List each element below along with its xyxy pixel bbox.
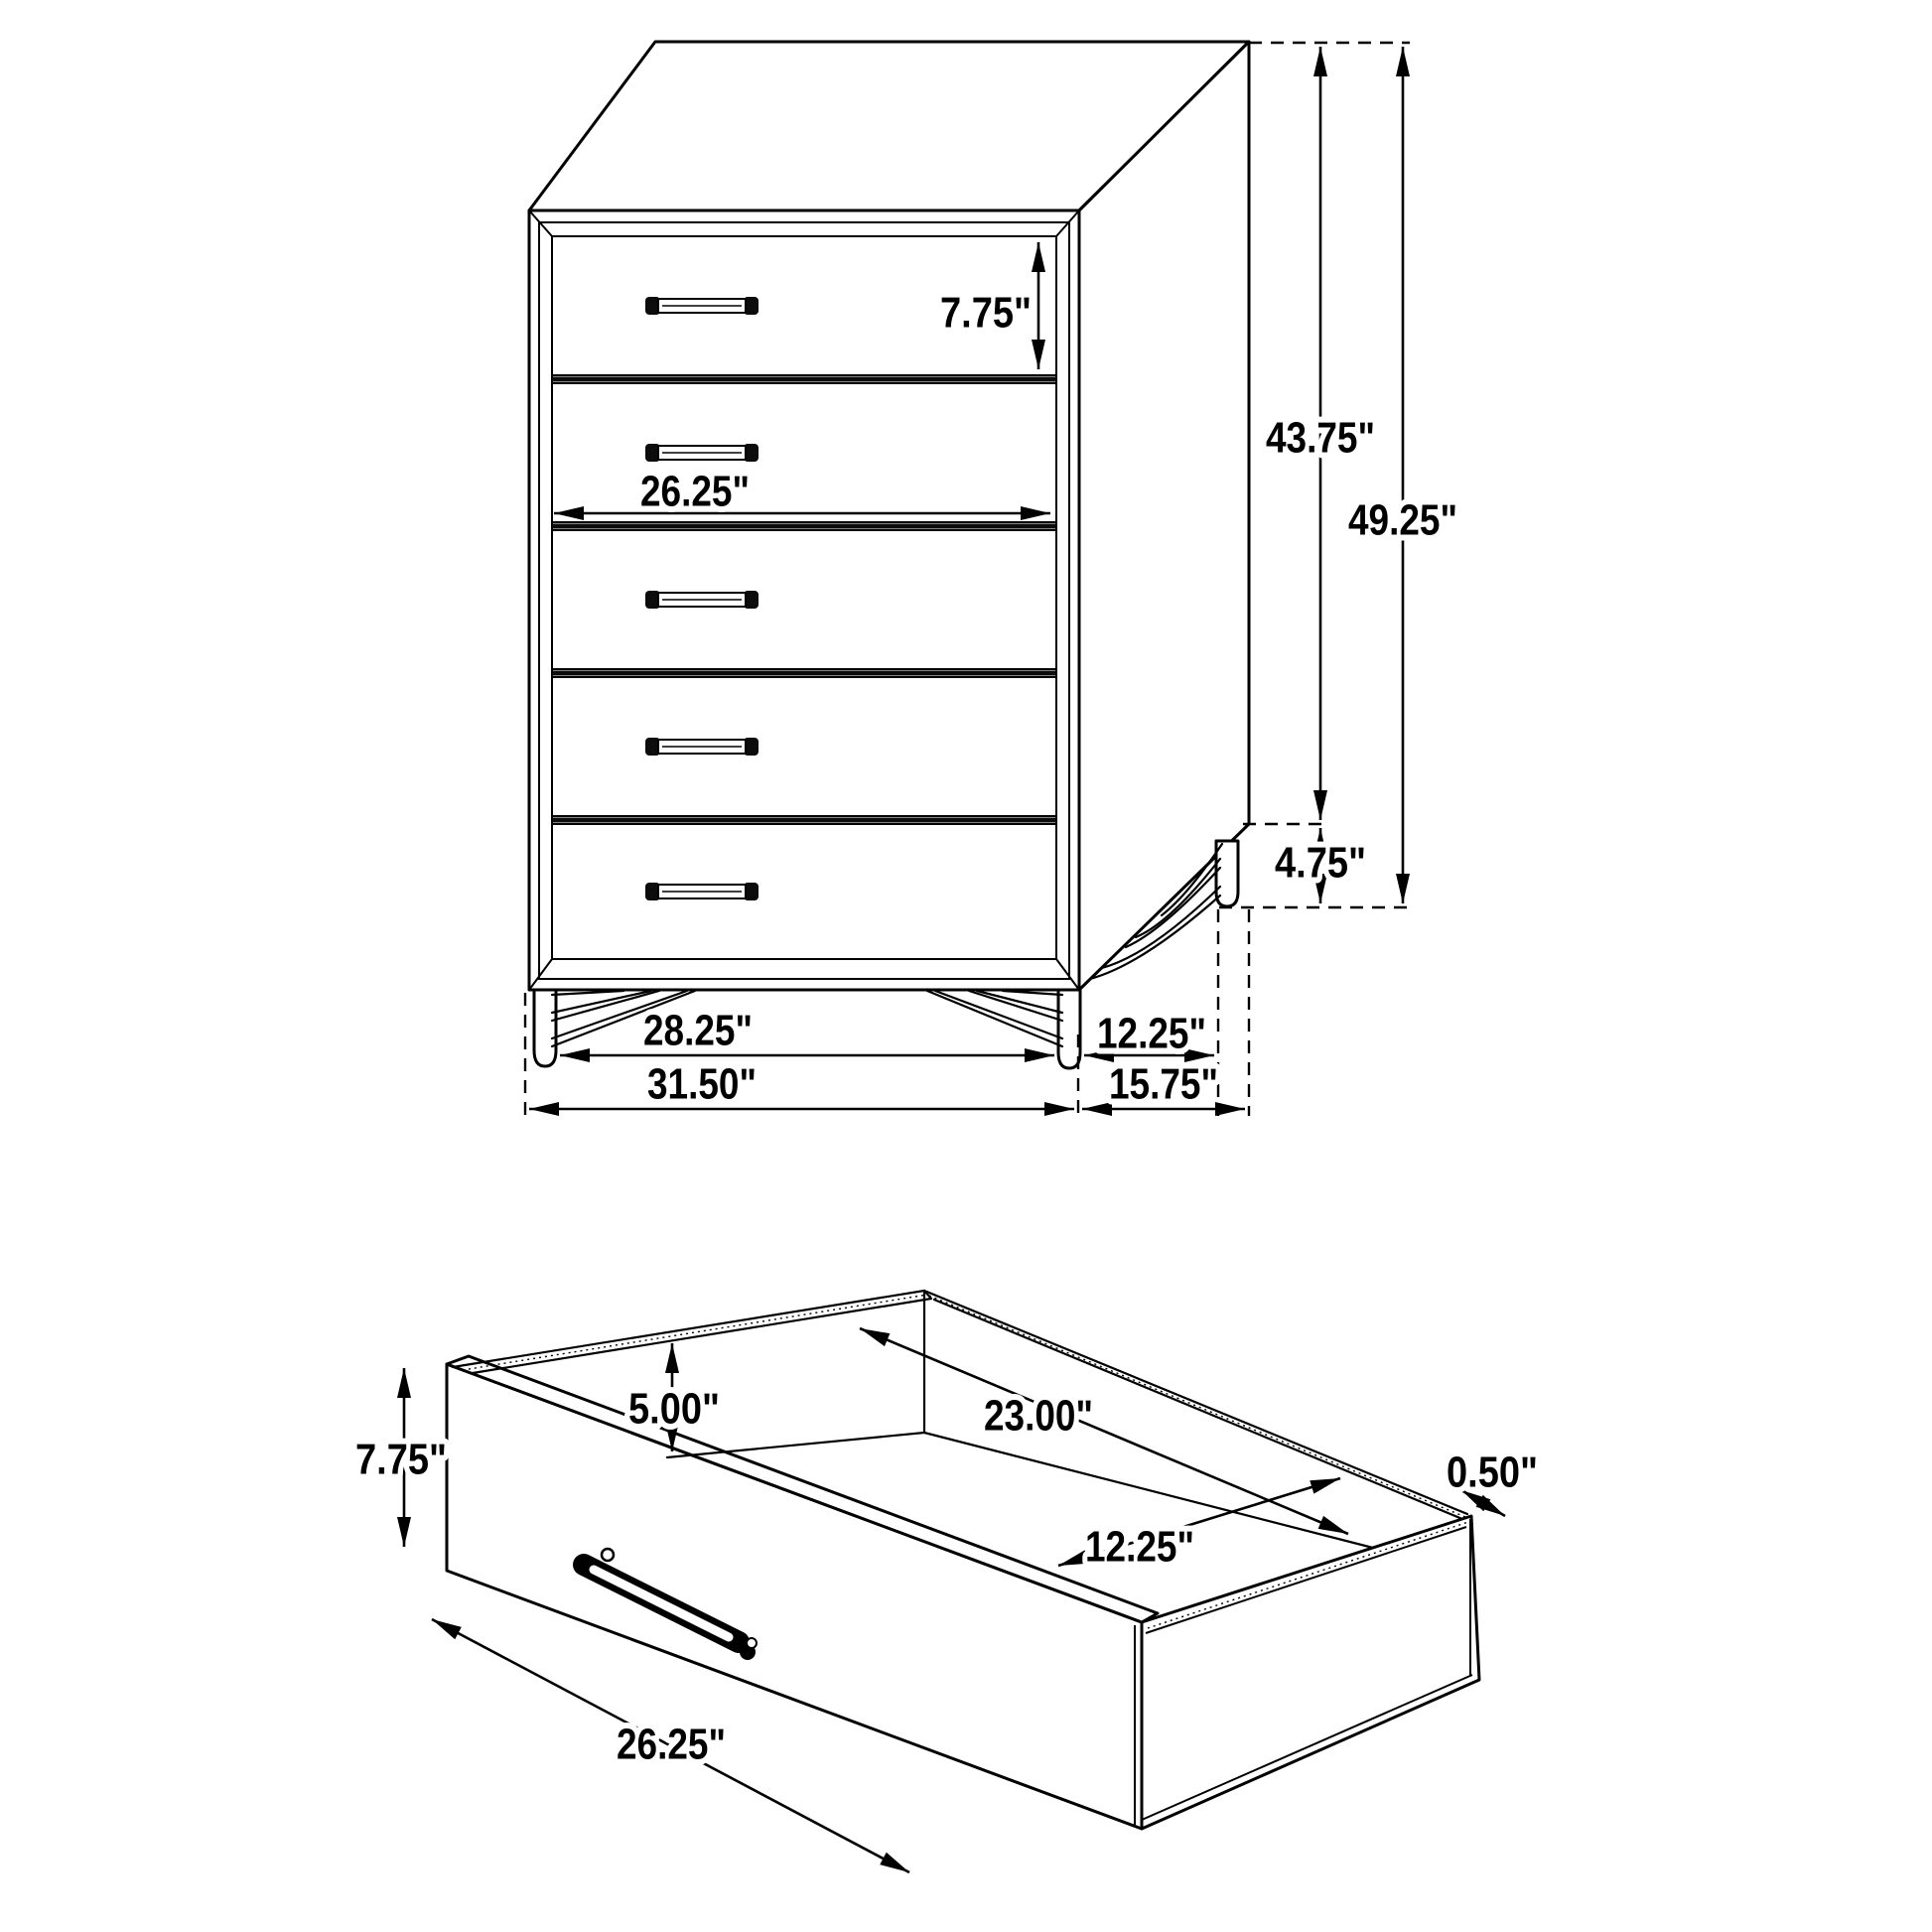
chest-dim-overall-width: 31.50" [647, 1059, 757, 1109]
chest-drawer-handle-1 [645, 297, 759, 315]
dim-line-drawer-inner-width [860, 1328, 1348, 1534]
chest-drawer-divider [553, 377, 1055, 382]
drawer-dim-inner-depth: 12.25" [1085, 1522, 1194, 1572]
chest-drawer-handle-5 [645, 883, 759, 900]
chest-dim-side-leg-span: 12.25" [1097, 1009, 1206, 1058]
drawer-dim-inner-height: 5.00" [628, 1384, 720, 1434]
chest-drawer-handle-2 [645, 444, 759, 462]
chest-drawer-divider [553, 671, 1055, 676]
chest-drawer-handle-3 [645, 591, 759, 609]
chest-drawer-divider [553, 818, 1055, 823]
chest-dim-drawer-width: 26.25" [640, 467, 750, 516]
chest-dim-leg-height: 4.75" [1275, 838, 1366, 888]
drawer-dim-panel-thickness: 0.50" [1447, 1448, 1538, 1497]
drawer-dim-front-height: 7.75" [355, 1435, 447, 1484]
chest-dim-front-leg-span: 28.25" [643, 1006, 753, 1055]
drawer-figure [355, 1291, 1538, 1872]
chest-figure [525, 42, 1457, 1116]
chest-drawer-handle-4 [645, 738, 759, 756]
chest-dim-case-height: 43.75" [1266, 413, 1375, 463]
drawer-left-side-top-edge [453, 1291, 931, 1373]
drawer-dim-inner-width: 23.00" [984, 1391, 1093, 1441]
drawer-handle-standoff [602, 1549, 614, 1561]
drawer-handle-standoff [747, 1638, 757, 1648]
chest-drawer-divider [553, 524, 1055, 529]
chest-dim-overall-height: 49.25" [1348, 495, 1457, 545]
chest-dim-overall-depth: 15.75" [1109, 1059, 1218, 1109]
drawer-dim-front-width: 26.25" [617, 1720, 726, 1769]
chest-dim-top-drawer-height: 7.75" [940, 288, 1032, 338]
